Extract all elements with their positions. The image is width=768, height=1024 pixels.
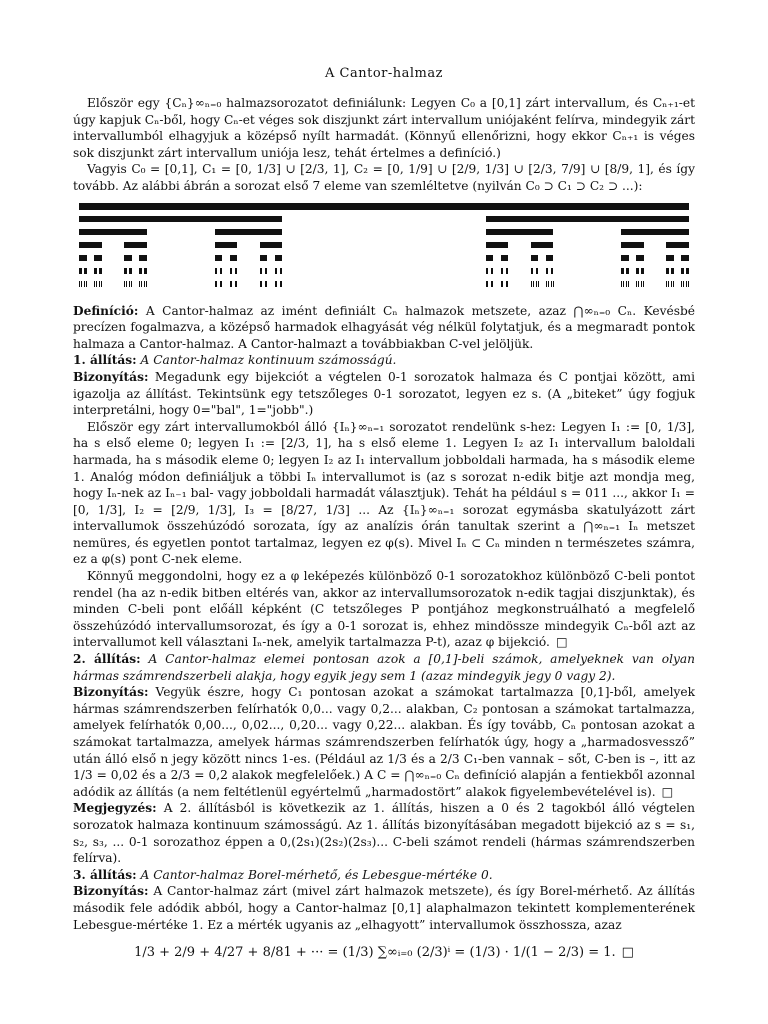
series-formula bbox=[73, 945, 695, 960]
remark-label: Megjegyzés: bbox=[73, 801, 157, 816]
cantor-segment-level-6 bbox=[683, 281, 684, 287]
cantor-segment-level-5 bbox=[666, 268, 669, 274]
cantor-segment-level-3 bbox=[124, 242, 147, 248]
cantor-segment-level-4 bbox=[621, 255, 629, 261]
claim-1-text: A Cantor-halmaz kontinuum számosságú. bbox=[136, 353, 397, 368]
cantor-segment-level-5 bbox=[230, 268, 233, 274]
cantor-segment-level-5 bbox=[551, 268, 554, 274]
cantor-segment-level-6 bbox=[131, 281, 132, 287]
proof-2-paragraph bbox=[73, 684, 695, 800]
proof-3-paragraph bbox=[73, 883, 695, 933]
cantor-segment-level-4 bbox=[681, 255, 689, 261]
cantor-segment-level-4 bbox=[501, 255, 509, 261]
cantor-segment-level-5 bbox=[275, 268, 278, 274]
cantor-segment-level-2 bbox=[79, 229, 147, 235]
cantor-segment-level-6 bbox=[487, 281, 488, 287]
cantor-segment-level-6 bbox=[261, 281, 262, 287]
cantor-segment-level-5 bbox=[681, 268, 684, 274]
cantor-segment-level-3 bbox=[621, 242, 644, 248]
cantor-segment-level-6 bbox=[643, 281, 644, 287]
definition-label: Definíció: bbox=[73, 303, 139, 318]
claim-3-label: 3. állítás: bbox=[73, 867, 137, 882]
cantor-segment-level-2 bbox=[486, 229, 554, 235]
remark-text: A 2. állításból is következik az 1. állítás, hiszen a 0 és 2 tagokból álló végtelen sorozatok halmaza kontinuum számosságú. Az 1. állítás bizonyításában megadott bijekció az s = s₁, s₂, s₃, ... 0-1 sorozathoz éppen a 0,(2s₁)(2s₂)(2s₃)... C-beli számot rendeli (hármas számrendszerben felírva). bbox=[73, 801, 695, 866]
cantor-segment-level-4 bbox=[215, 255, 223, 261]
cantor-segment-level-5 bbox=[671, 268, 674, 274]
cantor-segment-level-3 bbox=[260, 242, 283, 248]
cantor-segment-level-6 bbox=[538, 281, 539, 287]
cantor-segment-level-5 bbox=[84, 268, 87, 274]
claim-1 bbox=[73, 352, 695, 369]
cantor-segment-level-5 bbox=[265, 268, 268, 274]
definition-paragraph bbox=[73, 303, 695, 353]
cantor-segment-level-5 bbox=[260, 268, 263, 274]
cantor-segment-level-6 bbox=[533, 281, 534, 287]
definition-text: A Cantor-halmaz az imént definiált Cₙ halmazok metszete, azaz ⋂∞ₙ₌₀ Cₙ. Kevésbé precízen fogalmazva, a középső harmadok elhagyását vég nélkül folytatjuk, és a megmaradt pontok halmaza a Cantor-halmaz. A Cantor-halmazt a továbbiakban C-vel jelöljük. bbox=[73, 303, 695, 351]
cantor-segment-level-3 bbox=[215, 242, 238, 248]
cantor-segment-level-4 bbox=[636, 255, 644, 261]
cantor-segment-level-6 bbox=[628, 281, 629, 287]
proof-1-text-1: Megadunk egy bijekciót a végtelen 0-1 sorozatok halmaza és C pontjai között, ami igazolja az állítást. Tekintsünk egy tetszőleges 0-1 sorozatot, legyen ez s. (A „biteket” úgy fogjuk interpretálni, hogy 0="bal", 1="jobb".) bbox=[73, 369, 695, 418]
cantor-segment-level-0 bbox=[79, 203, 689, 210]
cantor-segment-level-5 bbox=[636, 268, 639, 274]
cantor-segment-level-5 bbox=[235, 268, 238, 274]
remark-paragraph bbox=[73, 800, 695, 866]
cantor-segment-level-5 bbox=[686, 268, 689, 274]
proof-1-label: Bizonyítás: bbox=[73, 369, 149, 384]
cantor-segment-level-2 bbox=[215, 229, 283, 235]
cantor-segment-level-4 bbox=[546, 255, 554, 261]
cantor-segment-level-5 bbox=[506, 268, 509, 274]
cantor-segment-level-6 bbox=[688, 281, 689, 287]
cantor-segment-level-4 bbox=[124, 255, 132, 261]
cantor-segment-level-5 bbox=[486, 268, 489, 274]
cantor-segment-level-5 bbox=[79, 268, 82, 274]
proof-3-text: A Cantor-halmaz zárt (mivel zárt halmazok metszete), és így Borel-mérhető. Az állítás második fele adódik abból, hogy a Cantor-halmaz [0,1] alaphalmazon tekintett komplementerének Lebesgue-mértéke 1. Ez a mérték ugyanis az „elhagyott” intervallumok összhossza, azaz bbox=[73, 884, 695, 932]
cantor-segment-level-6 bbox=[101, 281, 102, 287]
proof-2-label: Bizonyítás: bbox=[73, 685, 149, 700]
cantor-segment-level-3 bbox=[666, 242, 689, 248]
cantor-segment-level-6 bbox=[86, 281, 87, 287]
claim-3-text: A Cantor-halmaz Borel-mérhető, és Lebesgue-mértéke 0. bbox=[136, 867, 493, 882]
cantor-segment-level-5 bbox=[99, 268, 102, 274]
cantor-segment-level-5 bbox=[94, 268, 97, 274]
cantor-segment-level-6 bbox=[281, 281, 282, 287]
cantor-segment-level-4 bbox=[139, 255, 147, 261]
qed-symbol: □ bbox=[555, 635, 568, 650]
cantor-segment-level-4 bbox=[275, 255, 283, 261]
cantor-segment-level-4 bbox=[666, 255, 674, 261]
cantor-segment-level-6 bbox=[623, 281, 624, 287]
cantor-segment-level-3 bbox=[486, 242, 509, 248]
claim-3 bbox=[73, 867, 695, 884]
cantor-segment-level-5 bbox=[531, 268, 534, 274]
cantor-segment-level-6 bbox=[492, 281, 493, 287]
cantor-segment-level-4 bbox=[94, 255, 102, 261]
proof-2-text: Vegyük észre, hogy C₁ pontosan azokat a számokat tartalmazza [0,1]-ből, amelyek hármas számrendszerben felírhatók 0,0... vagy 0,2... alakban, C₂ pontosan a számokat tartalmazza, amelyek felírhatók 0,00..., 0,02..., 0,20... vagy 0,22... alakban. És így tovább, Cₙ pontosan azokat a számokat tartalmazza, amelyek hármas számrendszerben felírhatók úgy, hogy a „harmadosvessző” után álló első n jegy között nincs 1-es. (Például az 1/3 és a 2/3 C₁-ben vannak – sőt, C-ben is –, itt az 1/3 = 0,02̇ és a 2/3 = 0,2 alakok megfelelőek.) A C = ⋂∞ₙ₌₀ Cₙ definíció alapján a fentiekből azonnal adódik az állítás (a nem feltétlenül egyértelmű „harmadostört” alakok figyelembevételével is). bbox=[73, 685, 695, 799]
claim-1-label: 1. állítás: bbox=[73, 353, 137, 368]
cantor-segment-level-5 bbox=[501, 268, 504, 274]
cantor-segment-level-5 bbox=[621, 268, 624, 274]
cantor-segment-level-6 bbox=[502, 281, 503, 287]
cantor-segment-level-5 bbox=[641, 268, 644, 274]
formula-text: 1/3 + 2/9 + 4/27 + 8/81 + ··· = (1/3) ∑∞ᵢ₌₀ (2/3)ⁱ = (1/3) · 1/(1 − 2/3) = 1. bbox=[134, 945, 616, 961]
cantor-segment-level-6 bbox=[673, 281, 674, 287]
cantor-segment-level-6 bbox=[638, 281, 639, 287]
proof-1-paragraph-3 bbox=[73, 568, 695, 651]
cantor-segment-level-5 bbox=[280, 268, 283, 274]
cantor-segment-level-6 bbox=[96, 281, 97, 287]
cantor-segment-level-6 bbox=[553, 281, 554, 287]
qed-symbol: □ bbox=[661, 784, 674, 799]
cantor-segment-level-5 bbox=[215, 268, 218, 274]
cantor-segment-level-6 bbox=[276, 281, 277, 287]
claim-2-text: A Cantor-halmaz elemei pontosan azok a [0,1]-beli számok, amelyeknek van olyan hármas számrendszerbeli alakja, hogy egyik jegy sem 1 (azaz mindegyik jegy 0 vagy 2). bbox=[73, 652, 695, 683]
cantor-segment-level-4 bbox=[79, 255, 87, 261]
proof-1-paragraph-1 bbox=[73, 369, 695, 419]
cantor-segment-level-5 bbox=[536, 268, 539, 274]
cantor-segment-level-3 bbox=[531, 242, 554, 248]
cantor-segment-level-5 bbox=[129, 268, 132, 274]
cantor-segment-level-2 bbox=[621, 229, 689, 235]
cantor-segment-level-5 bbox=[144, 268, 147, 274]
cantor-segment-level-6 bbox=[221, 281, 222, 287]
cantor-segment-level-5 bbox=[491, 268, 494, 274]
cantor-segment-level-6 bbox=[81, 281, 82, 287]
cantor-segment-level-6 bbox=[668, 281, 669, 287]
cantor-segment-level-5 bbox=[124, 268, 127, 274]
document-title: A Cantor-halmaz bbox=[325, 66, 443, 81]
cantor-segment-level-6 bbox=[146, 281, 147, 287]
claim-2-label: 2. állítás: bbox=[73, 652, 141, 667]
cantor-segment-level-5 bbox=[139, 268, 142, 274]
cantor-segment-level-1 bbox=[79, 216, 282, 222]
cantor-segment-level-5 bbox=[220, 268, 223, 274]
cantor-segment-level-6 bbox=[266, 281, 267, 287]
intro-paragraph-1: Először egy {Cₙ}∞ₙ₌₀ halmazsorozatot definiálunk: Legyen C₀ a [0,1] zárt intervallum, és Cₙ₊₁-et úgy kapjuk Cₙ-ből, hogy Cₙ-et véges sok diszjunkt zárt intervallum uniójaként felírva, mindegyik zárt intervallumból elhagyjuk a középső nyílt harmadát. (Könnyű ellenőrizni, hogy ekkor Cₙ₊₁ is véges sok diszjunkt zárt intervallum uniója lesz, tehát értelmes a definíció.) bbox=[73, 96, 696, 160]
cantor-segment-level-3 bbox=[79, 242, 102, 248]
cantor-segment-level-6 bbox=[507, 281, 508, 287]
cantor-segment-level-4 bbox=[230, 255, 238, 261]
cantor-segment-level-6 bbox=[236, 281, 237, 287]
cantor-set-figure bbox=[79, 203, 689, 295]
intro-paragraph-2: Vagyis C₀ = [0,1], C₁ = [0, 1/3] ∪ [2/3, 1], C₂ = [0, 1/9] ∪ [2/9, 1/3] ∪ [2/3, 7/9] ∪ [8/9, 1], és így tovább. Az alábbi ábrán a sorozat első 7 eleme van szemléltetve (nyilván C₀ ⊃ C₁ ⊃ C₂ ⊃ ...): bbox=[73, 162, 695, 193]
cantor-segment-level-6 bbox=[231, 281, 232, 287]
cantor-segment-level-4 bbox=[486, 255, 494, 261]
cantor-segment-level-6 bbox=[126, 281, 127, 287]
cantor-segment-level-4 bbox=[531, 255, 539, 261]
proof-1-paragraph-2: Először egy zárt intervallumokból álló {Iₙ}∞ₙ₌₁ sorozatot rendelünk s-hez: Legyen I₁ := [0, 1/3], ha s első eleme 0; legyen I₁ := [2/3, 1], ha s első eleme 1. Legyen I₂ az I₁ intervallum baloldali harmada, ha s második eleme 0; legyen I₂ az I₁ intervallum jobboldali harmada, ha s második eleme 1. Analóg módon definiáljuk a többi Iₙ intervallumot is (az s sorozat n-edik bitje azt mondja meg, hogy Iₙ-nek az Iₙ₋₁ bal- vagy jobboldali harmadát választjuk). Tehát ha például s = 011 ..., akkor I₁ = [0, 1/3], I₂ = [2/9, 1/3], I₃ = [8/27, 1/3] ... Az {Iₙ}∞ₙ₌₁ sorozat egymásba skatulyázott zárt intervallumok összehúzódó sorozata, így az analízis órán tanultak szerint a ⋂∞ₙ₌₁ Iₙ metszet nemüres, és egyetlen pontot tartalmaz, legyen ez φ(s). Mivel Iₙ ⊂ Cₙ minden n természetes számra, ez a φ(s) pont C-nek eleme. bbox=[73, 419, 695, 567]
claim-2 bbox=[73, 651, 695, 684]
qed-symbol: □ bbox=[621, 945, 634, 961]
proof-3-label: Bizonyítás: bbox=[73, 884, 149, 899]
cantor-segment-level-6 bbox=[216, 281, 217, 287]
cantor-segment-level-6 bbox=[141, 281, 142, 287]
cantor-segment-level-5 bbox=[626, 268, 629, 274]
cantor-segment-level-6 bbox=[548, 281, 549, 287]
cantor-segment-level-1 bbox=[486, 216, 689, 222]
cantor-segment-level-5 bbox=[546, 268, 549, 274]
proof-1-text-3: Könnyű meggondolni, hogy ez a φ leképezés különböző 0-1 sorozatokhoz különböző C-beli pontot rendel (ha az n-edik bitben eltérés van, akkor az intervallumsorozatok n-edik tagjai diszjunktak), és minden C-beli pont előáll képként (C tetszőleges P pontjához megkonstruálható a megfelelő összehúzódó intervallumsorozat, és így a 0-1 sorozat is, ehhez mindössze mindegyik Cₙ-ből azt az intervallumot kell választani Iₙ-nek, amelyik tartalmazza P-t), azaz φ bijekció. bbox=[73, 569, 695, 650]
document-page bbox=[73, 66, 695, 960]
cantor-segment-level-4 bbox=[260, 255, 268, 261]
